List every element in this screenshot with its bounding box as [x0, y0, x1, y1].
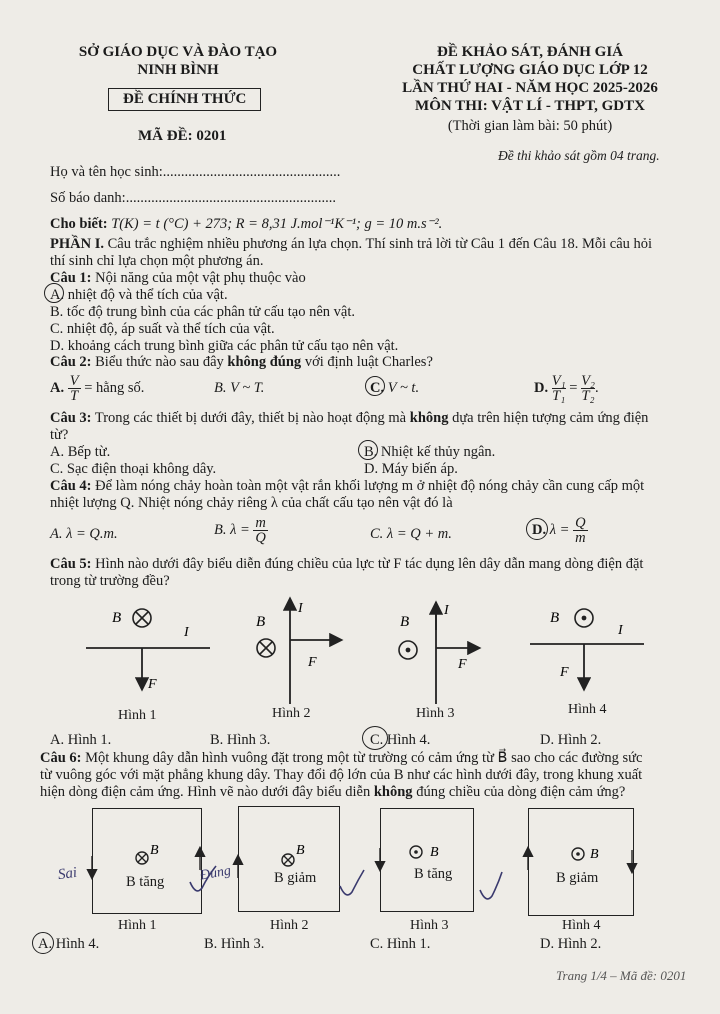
part1-line2: thí sinh chỉ lựa chọn một phương án.: [50, 253, 264, 269]
q2-d-d2: T₂: [581, 388, 595, 404]
fig4-F: F⃗: [560, 665, 580, 680]
q5-option-c: C. Hình 4.: [370, 732, 431, 748]
q2-d-frac2: [581, 374, 595, 403]
q5-stem: [50, 556, 643, 573]
q2-a-label: A.: [50, 379, 65, 396]
header-title-1: ĐỀ KHẢO SÁT, ĐÁNH GIÁ: [437, 44, 623, 60]
q2-a-den: T: [70, 388, 79, 404]
q3-text-bold: không: [409, 410, 449, 426]
q6-state-4: B giảm: [556, 870, 599, 886]
q1-label: Câu 1:: [50, 270, 92, 286]
given-constants: [50, 216, 442, 233]
q6-fig2-B: B⃗: [296, 843, 316, 858]
q5-line2: trong từ trường đều?: [50, 573, 170, 589]
part1-line1: Câu trắc nghiệm nhiều phương án lựa chọn. Thí sinh trả lời từ Câu 1 đến Câu 18. Mỗi câu hỏi: [107, 236, 653, 252]
q4-option-a: A. λ = Q.m.: [50, 526, 118, 542]
q2-d-label: D.: [534, 379, 549, 396]
q6-state-1: B tăng: [126, 874, 165, 890]
q2-c-text: V ~ t.: [387, 380, 420, 396]
official-box: ĐỀ CHÍNH THỨC: [108, 88, 261, 111]
q4-d-fraction: [573, 516, 587, 545]
q4-d-num: Q: [575, 515, 586, 531]
q2-text-bold: không đúng: [227, 354, 302, 370]
part1-title: PHẦN I.: [50, 236, 104, 252]
q2-option-b: B. V ~ T.: [214, 380, 265, 396]
q6-line3-pre: hiện dòng điện cảm ứng. Hình vẽ nào dưới đây biểu diễn: [40, 784, 371, 800]
q4-line1: Để làm nóng chảy hoàn toàn một vật rắn khối lượng m ở nhiệt độ nóng chảy cần cung cấp một: [95, 478, 645, 494]
q4-b-label: B. λ =: [214, 521, 250, 538]
answer-mark-circle: [358, 440, 378, 460]
q4-d-label: D.: [532, 521, 547, 538]
q3-option-d: D. Máy biến áp.: [364, 461, 458, 477]
q6-caption-4: Hình 4: [562, 918, 601, 933]
q5-figure-4: [530, 609, 644, 688]
fig3-B: B⃗: [400, 614, 421, 630]
q6-fig4-B: B⃗: [590, 847, 610, 862]
fig3-I: I: [444, 603, 449, 618]
q2-label: Câu 2:: [50, 354, 92, 370]
q3-stem: [50, 410, 648, 427]
province-name: NINH BÌNH: [137, 62, 219, 78]
q6-caption-3: Hình 3: [410, 918, 449, 933]
fig4-I: I: [618, 623, 623, 638]
q6-stem: [40, 750, 642, 767]
q6-line3-post: đúng chiều của dòng điện cảm ứng?: [416, 784, 626, 800]
q1-option-a: A. nhiệt độ và thể tích của vật.: [50, 287, 228, 303]
answer-mark-circle: [526, 518, 548, 540]
q4-option-c: C. λ = Q + m.: [370, 526, 452, 542]
answer-mark-circle: [32, 932, 54, 954]
q6-symbols: [40, 800, 660, 930]
exam-code: MÃ ĐỀ: 0201: [138, 128, 227, 144]
handwritten-note-dung: Đúng: [198, 863, 233, 884]
q5-option-a: A. Hình 1.: [50, 732, 112, 748]
q6-option-a: A. Hình 4.: [38, 936, 100, 952]
student-name-field: Họ và tên học sinh:.................................................: [50, 164, 341, 180]
header-title-2: CHẤT LƯỢNG GIÁO DỤC LỚP 12: [412, 62, 648, 78]
q2-option-a: [50, 374, 144, 403]
header-title-3: LẦN THỨ HAI - NĂM HỌC 2025-2026: [402, 80, 658, 96]
q6-option-c: C. Hình 1.: [370, 936, 431, 952]
q2-d-d1: T₁: [552, 388, 566, 404]
q2-d-n2: V₂: [581, 373, 595, 389]
fig2-B: B⃗: [256, 614, 277, 630]
check-mark: [480, 872, 502, 899]
q1-option-c: C. nhiệt độ, áp suất và thể tích của vật.: [50, 321, 275, 337]
q2-text-pre: Biểu thức nào sau đây: [95, 354, 224, 370]
student-id-field: Số báo danh:..........................................................: [50, 190, 336, 206]
q6-state-3: B tăng: [414, 866, 453, 882]
q2-d-n1: V₁: [551, 373, 566, 389]
q2-c-label: C.: [370, 380, 385, 396]
q6-caption-2: Hình 2: [270, 918, 309, 933]
header-time: (Thời gian làm bài: 50 phút): [447, 118, 613, 134]
q4-option-b: [214, 516, 268, 545]
handwritten-note-sai: Sai: [56, 864, 79, 884]
q6-option-d: D. Hình 2.: [540, 936, 602, 952]
q4-b-den: Q: [255, 530, 266, 546]
q6-fig1-B: B⃗: [150, 843, 170, 858]
q3-option-c: C. Sạc điện thoại không dây.: [50, 461, 217, 477]
q4-stem: [50, 478, 644, 495]
q6-label: Câu 6:: [40, 750, 82, 766]
q4-b-fraction: [253, 516, 267, 545]
given-text: T(K) = t (°C) + 273; R = 8,31 J.mol⁻¹K⁻¹; g = 10 m.s⁻².: [111, 216, 443, 232]
fig2-I: I: [298, 601, 303, 616]
q5-figure-3: [399, 602, 478, 704]
q2-a-tail: = hằng số.: [84, 379, 145, 396]
answer-mark-circle: [365, 376, 385, 396]
fig1-I: I: [184, 625, 189, 640]
q5-option-b: B. Hình 3.: [210, 732, 271, 748]
q6-state-2: B giảm: [274, 870, 317, 886]
q6-fig3-B: B⃗: [430, 845, 450, 860]
q3-option-b: B. Nhiệt kế thủy ngân.: [364, 444, 496, 460]
fig4-B: B⃗: [550, 610, 571, 626]
answer-mark-circle: [44, 283, 64, 303]
q5-figure-2: [256, 600, 340, 704]
q5-label: Câu 5:: [50, 556, 92, 572]
q6-line2: từ vuông góc với mặt phẳng khung dây. Thay đổi độ lớn của B như các hình dưới đây, trong khung xuất: [40, 767, 643, 783]
q1-option-d: D. khoảng cách trung bình giữa các phân tử cấu tạo nên vật.: [50, 338, 399, 354]
q2-option-d: D. $\frac{\text{V₁}}{\text{T₁}}$ = $\frac{\text{V₂}}{\text{T₂}}$ .: [534, 373, 599, 404]
page-footer: Trang 1/4 – Mã đề: 0201: [556, 968, 687, 983]
q2-d-frac1: [552, 374, 566, 403]
q3-label: Câu 3:: [50, 410, 92, 426]
q2-stem: [50, 354, 433, 371]
q5-figure-1: [86, 609, 210, 692]
q4-label: Câu 4:: [50, 478, 92, 494]
q2-a-num: V: [69, 373, 79, 389]
q5-caption-3: Hình 3: [416, 706, 455, 721]
q6-option-b: B. Hình 3.: [204, 936, 265, 952]
q1-option-b: B. tốc độ trung bình của các phân tử cấu tạo nên vật.: [50, 304, 356, 320]
check-mark: [340, 870, 364, 895]
q4-d-den: m: [575, 530, 586, 546]
q3-line2: từ?: [50, 427, 69, 443]
q4-b-num: m: [255, 515, 266, 531]
q6-line3: [40, 784, 625, 801]
q6-line1: Một khung dây dẫn hình vuông đặt trong một từ trường có cảm ứng từ B⃗ sao cho các đường sức: [85, 750, 643, 766]
answer-mark-circle: [362, 726, 388, 750]
q6-line3-bold: không: [373, 784, 413, 800]
q6-caption-1: Hình 1: [118, 918, 157, 933]
q5-caption-1: Hình 1: [118, 708, 157, 723]
q1-text: Nội năng của một vật phụ thuộc vào: [95, 270, 306, 286]
q5-line1: Hình nào dưới đây biểu diễn đúng chiều của lực từ F tác dụng lên dây dẫn mang dòng điện đặt: [95, 556, 644, 572]
q3-text-pre: Trong các thiết bị dưới đây, thiết bị nào hoạt động mà: [94, 410, 407, 426]
pages-note: Đề thi khảo sát gồm 04 trang.: [498, 148, 660, 163]
fig1-F: F⃗: [148, 677, 168, 692]
header-subject: MÔN THI: VẬT LÍ - THPT, GDTX: [415, 98, 645, 114]
department-name: SỞ GIÁO DỤC VÀ ĐÀO TẠO: [78, 44, 278, 60]
q3-option-a: A. Bếp từ.: [50, 444, 111, 460]
q5-caption-2: Hình 2: [272, 706, 311, 721]
fig2-F: F⃗: [308, 655, 328, 670]
q5-option-d: D. Hình 2.: [540, 732, 602, 748]
fig3-F: F⃗: [458, 657, 478, 672]
q2-text-post: với định luật Charles?: [304, 354, 433, 370]
q1-stem: [50, 270, 306, 287]
fig1-B: B⃗: [112, 610, 133, 626]
q5-caption-4: Hình 4: [568, 702, 607, 717]
given-label: Cho biết:: [50, 216, 108, 232]
q3-text-post: dựa trên hiện tượng cảm ứng điện: [452, 410, 649, 426]
q4-d-pre: λ =: [549, 521, 570, 538]
q4-line2: nhiệt lượng Q. Nhiệt nóng chảy riêng λ của chất cấu tạo nên vật đó là: [50, 495, 453, 511]
q2-a-fraction: [68, 374, 81, 403]
part1-intro: [50, 236, 652, 253]
